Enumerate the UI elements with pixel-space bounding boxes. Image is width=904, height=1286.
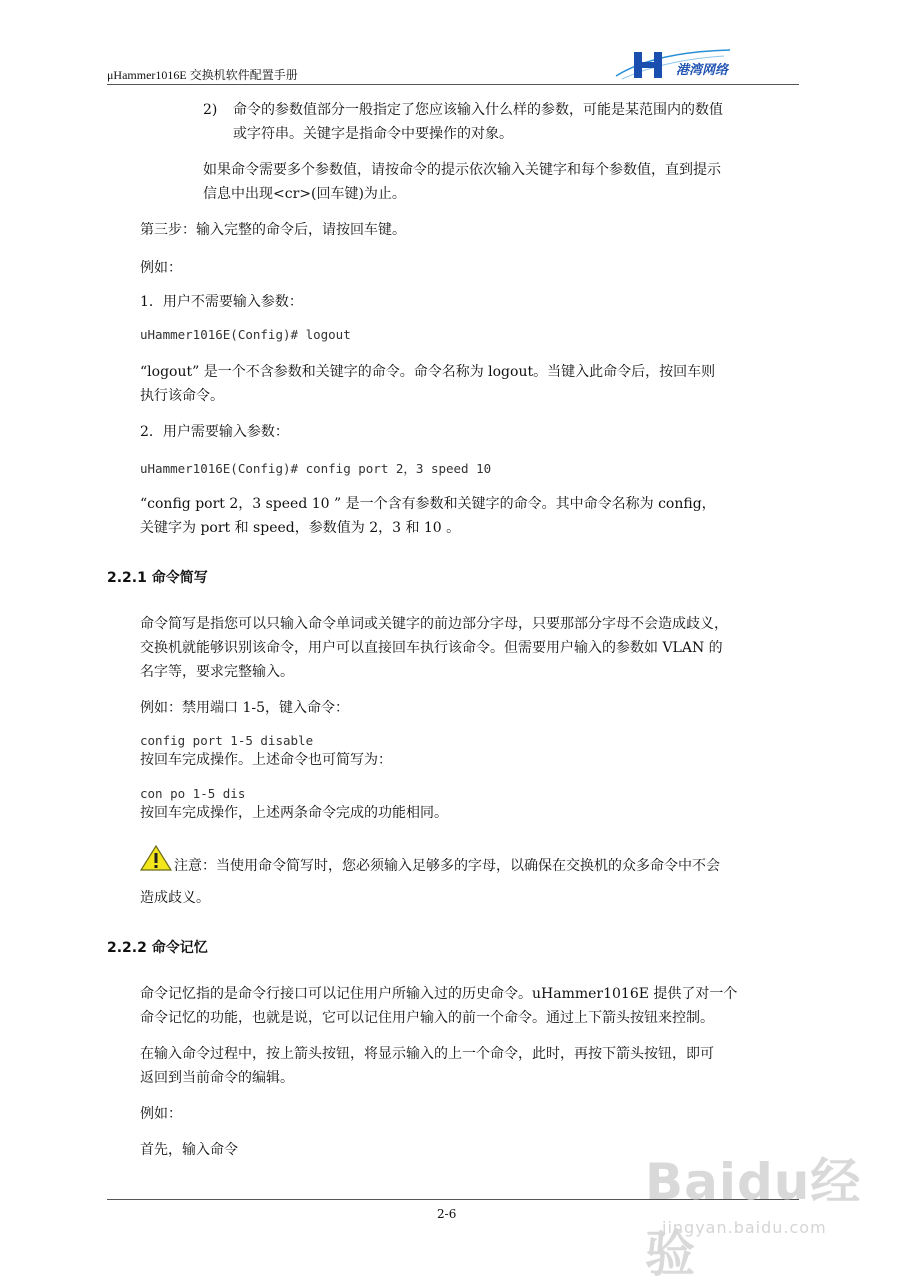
logout-desc-line2: 执行该命令。 [140, 388, 224, 404]
note-line2: 造成歧义。 [140, 890, 210, 906]
paragraph-multi-params-line1: 如果命令需要多个参数值，请按命令的提示依次输入关键字和每个参数值，直到提示 [203, 162, 721, 178]
warning-icon [140, 845, 172, 871]
paragraph-multi-params-line2: 信息中出现<cr>(回车键)为止。 [203, 186, 406, 202]
after-command-text: 按回车完成操作。上述命令也可简写为： [140, 752, 392, 768]
list-item-number: 2) [203, 102, 218, 118]
logo-text: 港湾网络 [676, 63, 729, 78]
logout-desc-line1: “logout” 是一个不含参数和关键字的命令。命令名称为 logout。当键入此命令后，按回车则 [140, 364, 716, 380]
config-desc-line2: 关键字为 port 和 speed，参数值为 2，3 和 10 。 [140, 520, 461, 536]
abbr-desc-line1: 命令简写是指您可以只输入命令单词或关键字的前边部分字母，只要那部分字母不会造成歧义， [140, 616, 728, 632]
history-desc-line2: 命令记忆的功能，也就是说，它可以记住用户输入的前一个命令。通过上下箭头按钮来控制。 [140, 1010, 714, 1026]
after-abbrev-text: 按回车完成操作，上述两条命令完成的功能相同。 [140, 805, 448, 821]
abbr-desc-line3: 名字等，要求完整输入。 [140, 664, 294, 680]
example-label-2: 例如： [140, 1106, 182, 1122]
step-three: 第三步：输入完整的命令后，请按回车键。 [140, 222, 406, 238]
code-logout: uHammer1016E(Config)# logout [140, 327, 351, 342]
header-title: μHammer1016E 交换机软件配置手册 [107, 68, 298, 82]
page-number: 2-6 [437, 1207, 457, 1221]
note-line1: 注意：当使用命令简写时，您必须输入足够多的字母，以确保在交换机的众多命令中不会 [174, 858, 720, 874]
config-desc-line1: “config port 2，3 speed 10 ” 是一个含有参数和关键字的命令。其中命令名称为 config， [140, 496, 716, 512]
section-heading-abbreviation: 2.2.1 命令简写 [107, 570, 208, 586]
example-disable-ports: 例如：禁用端口 1-5，键入命令： [140, 700, 349, 716]
arrow-desc-line1: 在输入命令过程中，按上箭头按钮，将显示输入的上一个命令，此时，再按下箭头按钮，即可 [140, 1046, 714, 1062]
abbr-desc-line2: 交换机就能够识别该命令，用户可以直接回车执行该命令。但需要用户输入的参数如 VLAN 的 [140, 640, 723, 656]
first-step-text: 首先，输入命令 [140, 1142, 238, 1158]
section-heading-history: 2.2.2 命令记忆 [107, 940, 208, 956]
code-abbreviated: con po 1-5 dis [140, 786, 246, 801]
arrow-desc-line2: 返回到当前命令的编辑。 [140, 1070, 294, 1086]
history-desc-line1: 命令记忆指的是命令行接口可以记住用户所输入过的历史命令。uHammer1016E 提供了对一个 [140, 986, 738, 1002]
header-divider [107, 84, 799, 85]
baidu-watermark: Baidu经验 [645, 1153, 862, 1283]
baidu-watermark-url: jingyan.baidu.com [662, 1218, 827, 1237]
example-label: 例如： [140, 260, 182, 276]
code-config-port: uHammer1016E(Config)# config port 2，3 speed 10 [140, 461, 492, 476]
case-with-params: 2．用户需要输入参数： [140, 424, 289, 440]
list-item-text-line2: 或字符串。关键字是指命令中要操作的对象。 [233, 126, 513, 142]
code-config-port-disable: config port 1-5 disable [140, 733, 314, 748]
list-item-text-line1: 命令的参数值部分一般指定了您应该输入什么样的参数，可能是某范围内的数值 [233, 102, 723, 118]
case-no-params: 1．用户不需要输入参数： [140, 294, 303, 310]
